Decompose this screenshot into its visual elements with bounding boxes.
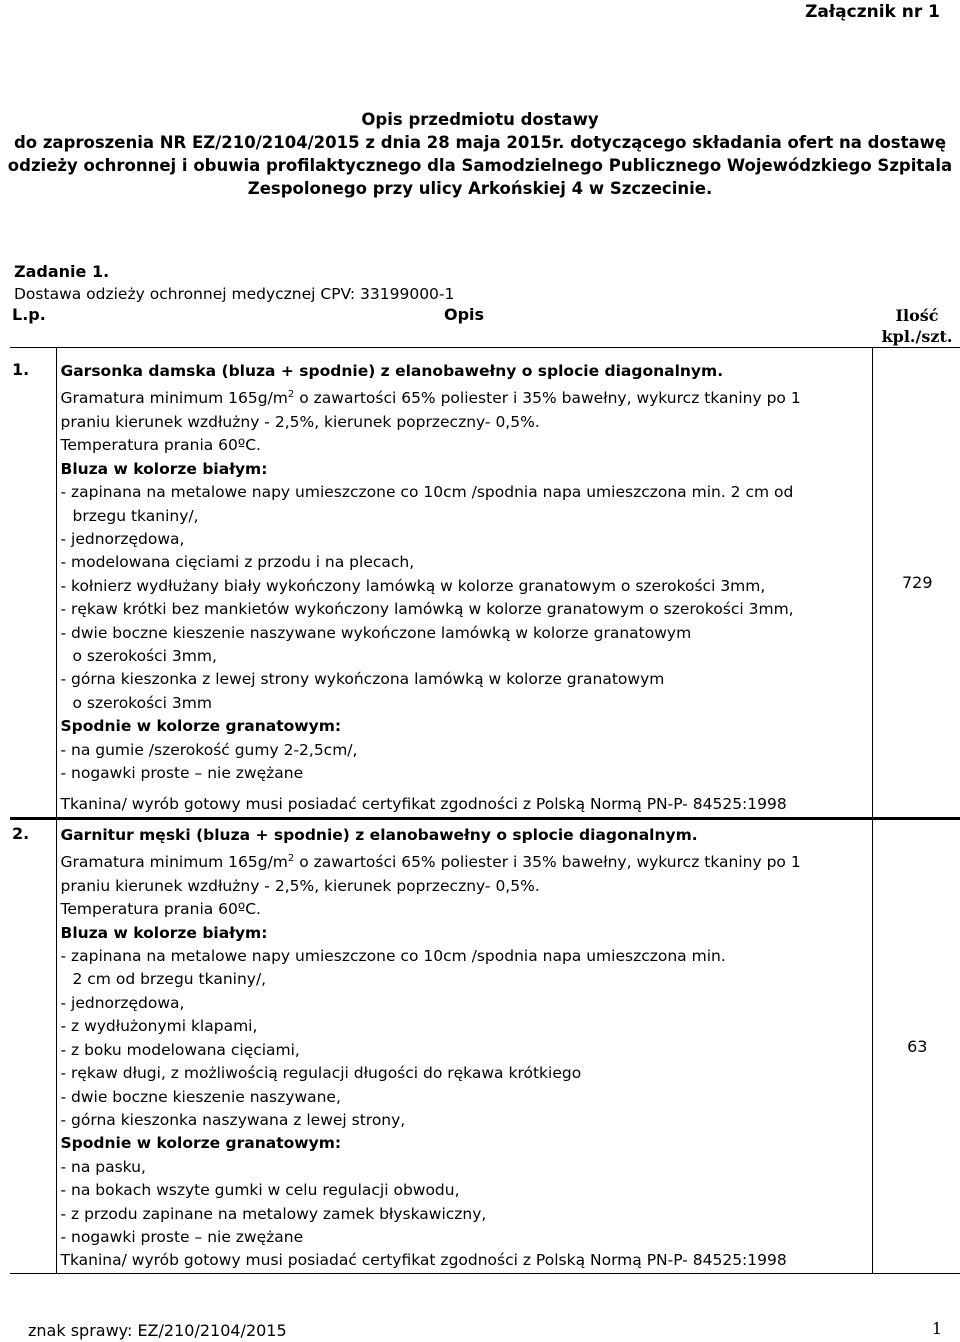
- header-line-4: Zespolonego przy ulicy Arkońskiej 4 w Szczecinie.: [247, 179, 713, 198]
- desc-line: - z wydłużonymi klapami,: [60, 1017, 258, 1036]
- col-header-qty-line2: kpl./szt.: [881, 327, 953, 346]
- header-line-2: do zaproszenia NR EZ/210/2104/2015 z dnia 28 maja 2015r. dotyczącego składania ofert na dostawę: [13, 133, 947, 152]
- row-quantity: 63: [872, 818, 960, 1273]
- desc-line: - rękaw krótki bez mankietów wykończony lamówką w kolorze granatowym o szerokości 3mm,: [60, 600, 794, 619]
- section-heading: Bluza w kolorze białym:: [60, 923, 268, 942]
- section-heading: Spodnie w kolorze granatowym:: [60, 717, 342, 736]
- desc-line: 2 cm od brzegu tkaniny/,: [72, 970, 267, 989]
- item-title: Garsonka damska (bluza + spodnie) z elanobawełny o splocie diagonalnym.: [60, 362, 724, 380]
- desc-line: - dwie boczne kieszenie naszywane wykończone lamówką w kolorze granatowym: [60, 623, 692, 642]
- desc-line: - górna kieszonka z lewej strony wykończona lamówką w kolorze granatowym: [60, 670, 665, 689]
- certificate-line: Tkanina/ wyrób gotowy musi posiadać certyfikat zgodności z Polską Normą PN-P- 84525:1998: [60, 1251, 787, 1270]
- desc-line: - rękaw długi, z możliwością regulacji długości do rękawa krótkiego: [60, 1064, 582, 1083]
- desc-line: - z boku modelowana cięciami,: [60, 1040, 300, 1059]
- desc-line: - kołnierz wydłużany biały wykończony lamówką w kolorze granatowym o szerokości 3mm,: [60, 576, 766, 595]
- desc-line: - modelowana cięciami z przodu i na plecach,: [60, 553, 415, 572]
- items-table: [10, 305, 960, 1274]
- desc-line: Gramatura minimum $165g/m^2$ o zawartości 65% poliester i 35% bawełny, wykurcz tkaniny po 1: [60, 853, 801, 872]
- desc-line: praniu kierunek wzdłużny - 2,5%, kierunek poprzeczny- 0,5%.: [60, 412, 540, 431]
- desc-line: - na pasku,: [60, 1157, 146, 1176]
- desc-line: praniu kierunek wzdłużny - 2,5%, kierunek poprzeczny- 0,5%.: [60, 876, 540, 895]
- desc-line: - górna kieszonka naszywana z lewej strony,: [60, 1110, 406, 1129]
- col-header-qty: [872, 305, 960, 348]
- desc-line: - nogawki proste – nie zwężane: [60, 1227, 304, 1246]
- desc-line: o szerokości 3mm: [72, 693, 212, 712]
- annex-label: Załącznik nr 1: [805, 2, 940, 22]
- row-description: [56, 348, 872, 819]
- document-header: [0, 108, 960, 200]
- header-line-1: Opis przedmiotu dostawy: [361, 110, 599, 129]
- task-subtitle: Dostawa odzieży ochronnej medycznej CPV: 33199000-1: [14, 285, 455, 303]
- row-number: 2.: [10, 818, 56, 1273]
- desc-line: - dwie boczne kieszenie naszywane,: [60, 1087, 341, 1106]
- desc-line: - nogawki proste – nie zwężane: [60, 764, 304, 783]
- desc-line: - zapinana na metalowe napy umieszczone co 10cm /spodnia napa umieszczona min.: [60, 947, 726, 966]
- row-number: 1.: [10, 348, 56, 819]
- section-heading: Spodnie w kolorze granatowym:: [60, 1134, 342, 1153]
- desc-line: - z przodu zapinane na metalowy zamek błyskawiczny,: [60, 1204, 487, 1223]
- col-header-lp: L.p.: [12, 305, 46, 324]
- desc-line: - na gumie /szerokość gumy 2-2,5cm/,: [60, 740, 358, 759]
- table-row: [10, 348, 960, 819]
- col-header-qty-line1: Ilość: [895, 306, 939, 325]
- row-description: [56, 818, 872, 1273]
- desc-line: - zapinana na metalowe napy umieszczone co 10cm /spodnia napa umieszczona min. 2 cm od: [60, 483, 794, 502]
- page-number: 1: [931, 1319, 942, 1338]
- certificate-line: Tkanina/ wyrób gotowy musi posiadać certyfikat zgodności z Polską Normą PN-P- 84525:1998: [60, 795, 787, 814]
- header-line-3: odzieży ochronnej i obuwia profilaktycznego dla Samodzielnego Publicznego Wojewódzkiego Szpitala: [7, 156, 953, 175]
- table-row: [10, 818, 960, 1273]
- row-quantity: 729: [872, 348, 960, 819]
- desc-line: brzegu tkaniny/,: [72, 506, 199, 525]
- table-header: [10, 305, 960, 348]
- desc-line: - na bokach wszyte gumki w celu regulacji obwodu,: [60, 1181, 460, 1200]
- task-heading: [14, 260, 454, 306]
- desc-line: - jednorzędowa,: [60, 993, 185, 1012]
- section-heading: Bluza w kolorze białym:: [60, 459, 268, 478]
- desc-line: - jednorzędowa,: [60, 530, 185, 548]
- desc-line: o szerokości 3mm,: [72, 647, 217, 666]
- desc-line: Temperatura prania 60ºC.: [60, 900, 261, 919]
- item-title: Garnitur męski (bluza + spodnie) z elanobawełny o splocie diagonalnym.: [60, 825, 698, 844]
- case-number: znak sprawy: EZ/210/2104/2015: [28, 1321, 287, 1340]
- desc-line: Temperatura prania 60ºC.: [60, 436, 261, 455]
- desc-line: Gramatura minimum $165g/m^2$ o zawartości 65% poliester i 35% bawełny, wykurcz tkaniny po 1: [60, 389, 801, 408]
- col-header-desc: Opis: [443, 305, 485, 324]
- task-title: Zadanie 1.: [14, 262, 110, 281]
